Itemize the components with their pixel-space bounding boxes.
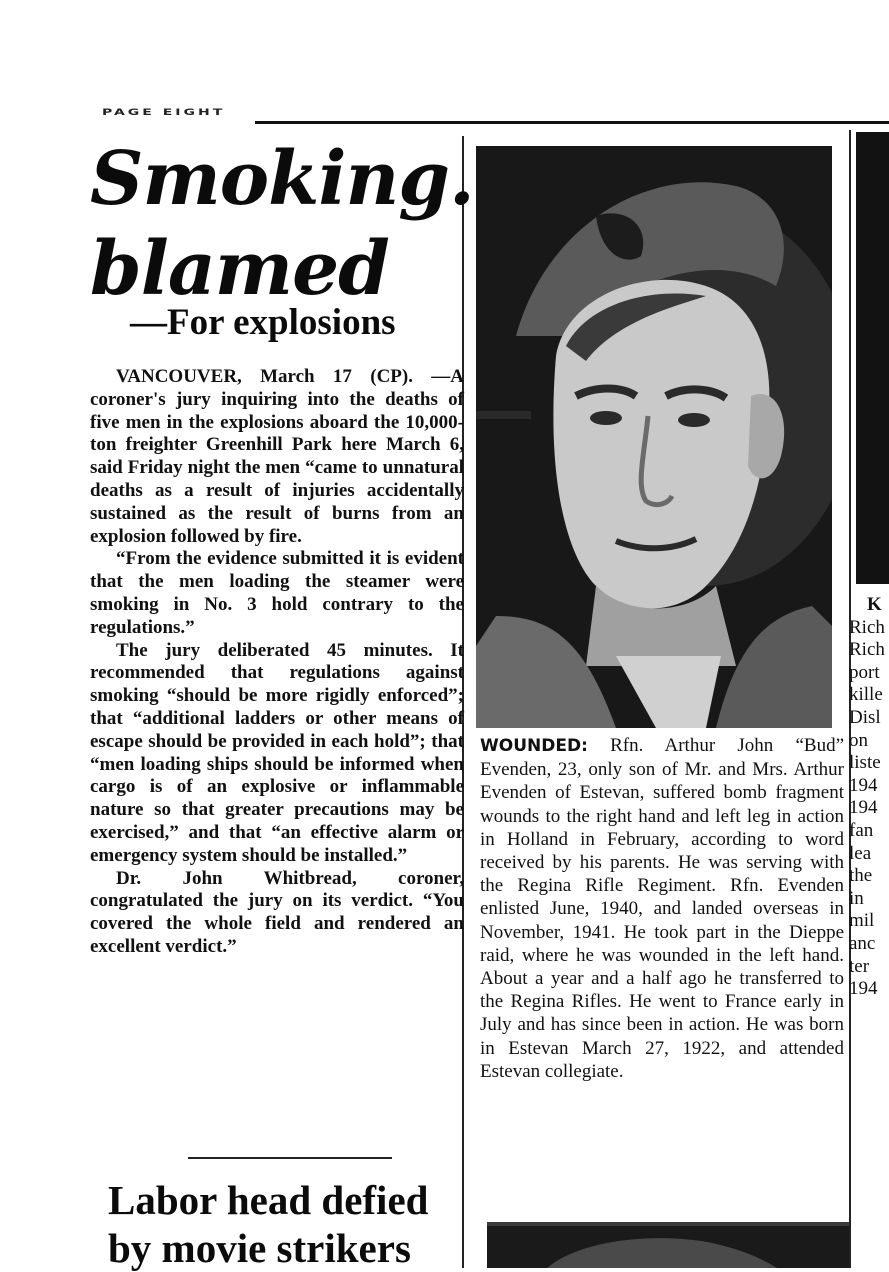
article-paragraph: The jury deliberated 45 minutes. It recommended that regulations against smoking “should be more rigidly enforced”; that “additional ladders or other means of escape should be provided in each hold”; that “men loading ships should be informed when cargo is of an explosive or inflammable nature so that greater precautions may be exercised,” and that “an effective alarm or emergency system should be installed.” bbox=[90, 639, 464, 866]
fragment-line: liste bbox=[849, 752, 881, 774]
article-body bbox=[90, 366, 464, 959]
fragment-line: in bbox=[849, 887, 864, 909]
fragment-line: Rich bbox=[849, 616, 885, 638]
article-paragraph: VANCOUVER, March 17 (CP). —A coroner's jury inquiring into the deaths of five men in the explosions aboard the 10,000-ton freighter Greenhill Park here March 6, said Friday night the men “came to unnatural deaths as a result of injuries accidentally sustained as the result of burns from an explosion followed by fire. bbox=[90, 366, 464, 547]
fragment-line: Disl bbox=[849, 706, 881, 728]
headline-line-2: blamed bbox=[90, 226, 389, 312]
fragment-line: anc bbox=[849, 932, 876, 954]
fragment-line: mil bbox=[849, 910, 875, 932]
soldier-portrait-photo bbox=[476, 146, 832, 728]
next-article-headline bbox=[108, 1176, 468, 1272]
caption-lead: WOUNDED: bbox=[480, 736, 588, 756]
fragment-line: fan bbox=[849, 819, 874, 841]
header-rule bbox=[255, 121, 889, 124]
article-subhead: —For explosions bbox=[130, 302, 396, 343]
soldier-portrait-illustration bbox=[476, 146, 832, 728]
fragment-line: lea bbox=[849, 842, 872, 864]
caption-body: Rfn. Arthur John “Bud” Evenden, 23, only son of Mr. and Mrs. Arthur Evenden of Estevan, suffered bomb fragment wounds to the right hand and left leg in action in Holland in February, according to word received by his parents. He was serving with the Regina Rifle Regiment. Rfn. Evenden enlisted June, 1940, and landed overseas in November, 1941. He took part in the Dieppe raid, where he was wounded in the left hand. About a year and a half ago he transferred to the Regina Rifles. He went to France early in July and has since been in action. He was born in Estevan March 27, 1922, and attended Estevan collegiate. bbox=[480, 735, 845, 1082]
fragment-line: 194 bbox=[849, 978, 878, 1000]
adjacent-column-fragment bbox=[847, 594, 889, 1001]
fragment-line: port bbox=[849, 661, 880, 683]
fragment-line: ter bbox=[849, 955, 870, 977]
article-headline bbox=[90, 134, 474, 314]
photo-caption bbox=[480, 734, 844, 1083]
section-divider bbox=[188, 1157, 392, 1159]
fragment-line: the bbox=[849, 865, 873, 887]
page-header: PAGE EIGHT bbox=[102, 108, 226, 118]
fragment-line: Rich bbox=[849, 639, 885, 661]
next-headline-line-2: by movie strikers bbox=[108, 1225, 411, 1271]
headline-line-1: Smoking. bbox=[90, 136, 474, 222]
next-photo-top bbox=[487, 1222, 849, 1268]
fragment-line: on bbox=[849, 729, 868, 751]
fragment-line: K bbox=[867, 594, 882, 615]
fragment-line: kille bbox=[849, 684, 883, 706]
fragment-line: 194 bbox=[849, 774, 878, 796]
next-headline-line-1: Labor head defied bbox=[108, 1177, 429, 1223]
adjacent-photo-fragment bbox=[856, 132, 889, 584]
article-paragraph: “From the evidence submitted it is evident that the men loading the steamer were smoking in No. 3 hold contrary to the regulations.” bbox=[90, 548, 464, 638]
fragment-line: 194 bbox=[849, 797, 878, 819]
next-photo-illustration bbox=[487, 1222, 849, 1268]
article-paragraph: Dr. John Whitbread, coroner, congratulated the jury on its verdict. “You covered the whole field and rendered an excellent verdict.” bbox=[90, 867, 464, 957]
